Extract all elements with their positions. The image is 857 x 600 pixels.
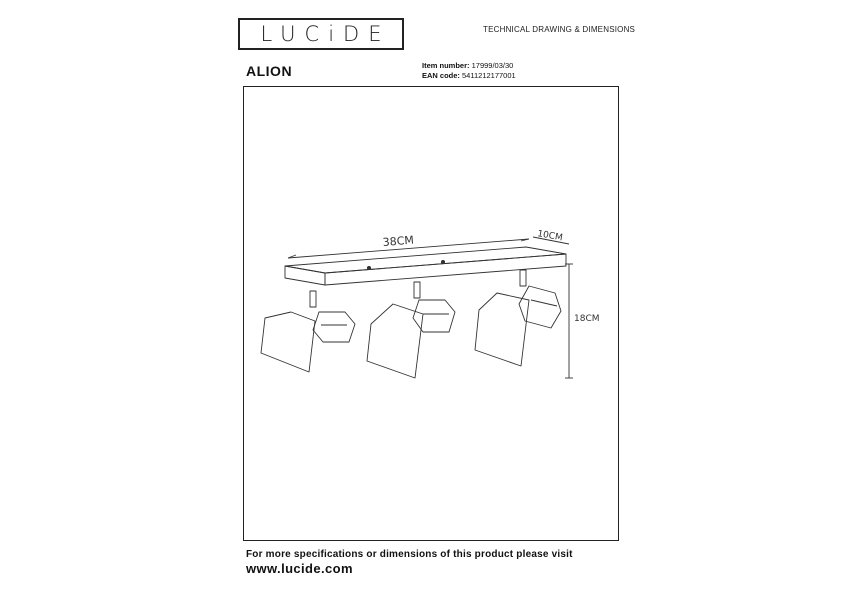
spot-middle [367,282,455,378]
brand-logo-text: LUCiDE [260,22,391,46]
length-dimension [288,234,529,258]
ean-label: EAN code: [422,71,460,80]
width-dimension [533,229,569,244]
item-number-value: 17999/03/30 [471,61,514,70]
spot-left [261,291,355,372]
length-label: 38CM [382,233,415,249]
height-dimension [565,264,600,378]
product-meta [422,61,516,81]
spot-right [475,270,561,366]
width-label: 10CM [536,229,564,244]
brand-logo [238,18,404,50]
ean-row [422,71,516,81]
item-number-row [422,61,516,71]
technical-drawing [243,86,619,541]
ean-value: 5411212177001 [462,71,516,80]
height-label: 18CM [574,314,600,324]
footer-link[interactable]: www.lucide.com [246,561,353,576]
document-title: TECHNICAL DRAWING & DIMENSIONS [483,25,636,34]
footer-note: For more specifications or dimensions of this product please visit [246,549,573,560]
ceiling-plate [285,247,566,285]
product-name: ALION [246,63,293,79]
item-number-label: Item number: [422,61,470,70]
